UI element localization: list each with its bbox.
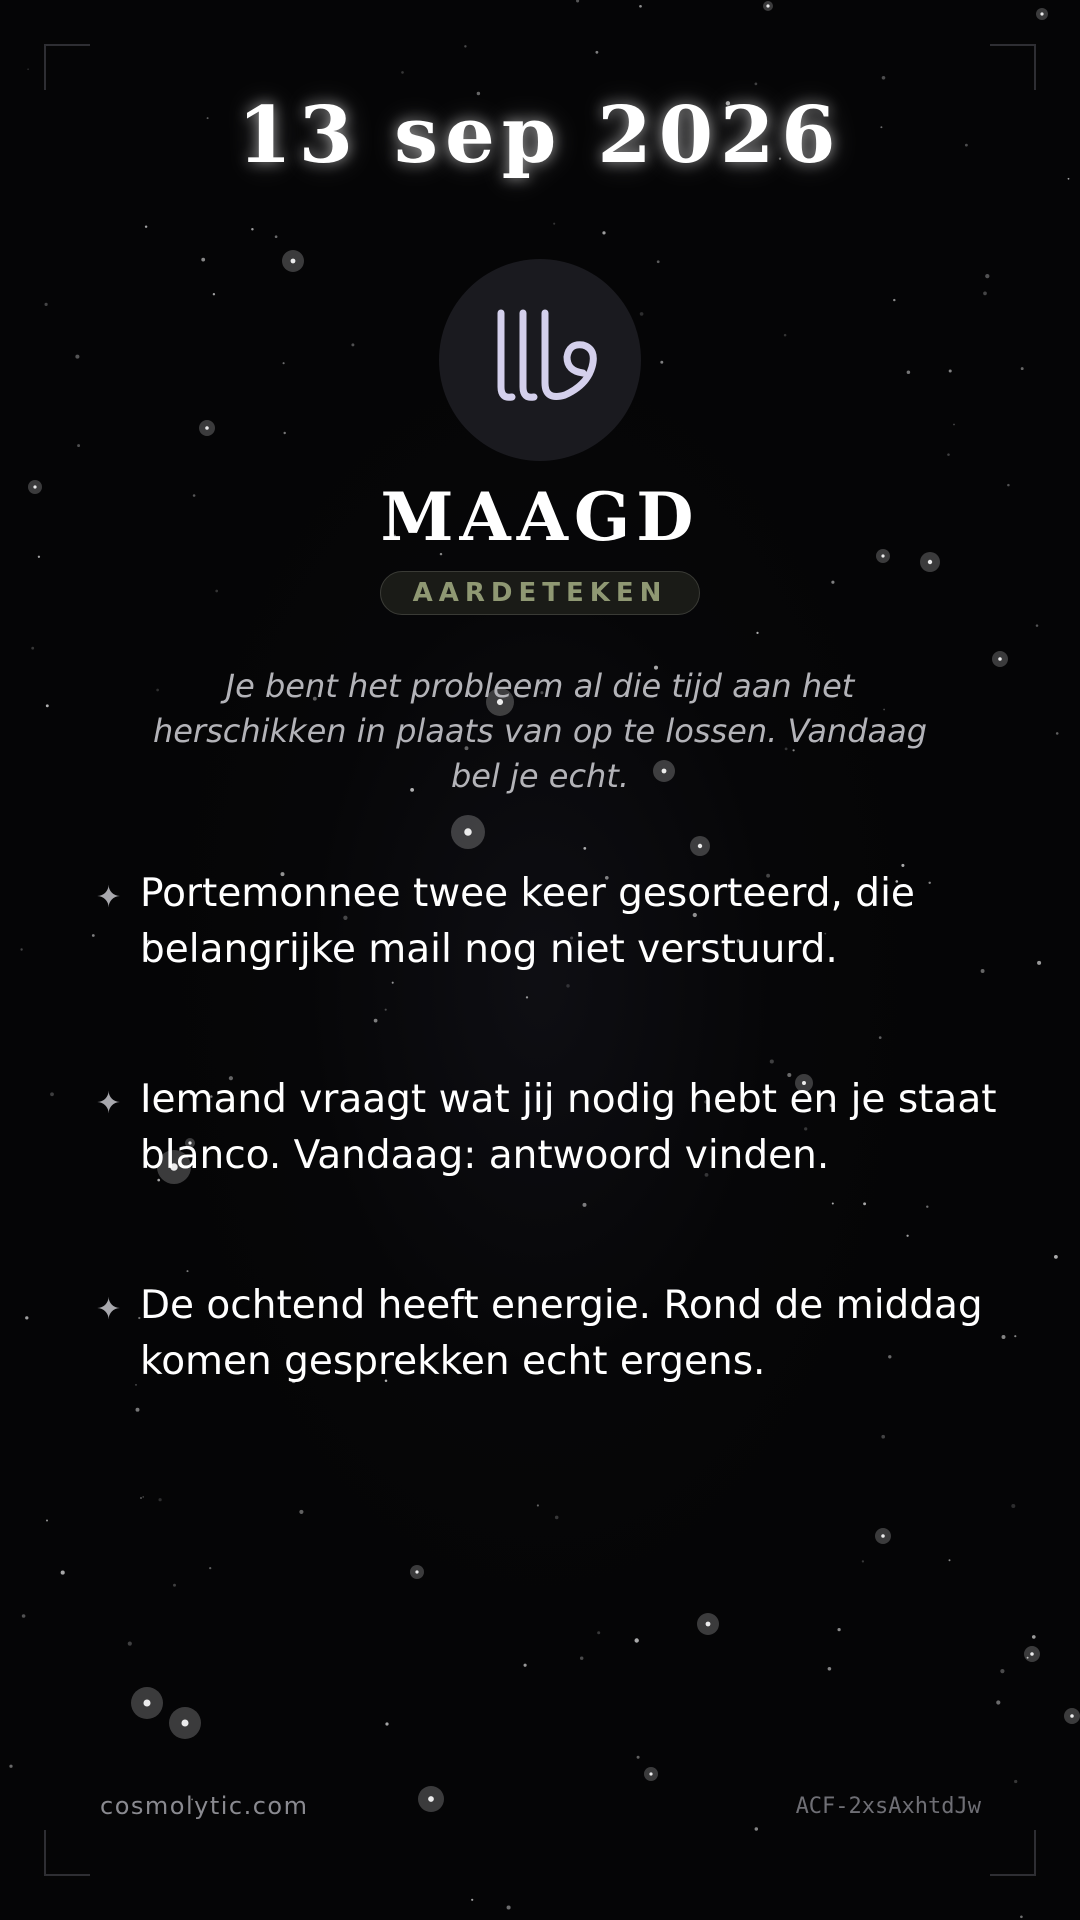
star bbox=[526, 996, 528, 998]
star bbox=[639, 5, 642, 8]
star bbox=[143, 1699, 150, 1706]
star bbox=[251, 228, 253, 230]
star bbox=[947, 453, 950, 456]
star bbox=[1070, 1714, 1074, 1718]
star bbox=[25, 1316, 28, 1319]
star bbox=[766, 4, 769, 7]
star bbox=[1021, 367, 1024, 370]
list-item-text: Iemand vraagt wat jij nodig hebt en je staat blanco. Vandaag: antwoord vinden. bbox=[140, 1077, 997, 1178]
element-badge: AARDETEKEN bbox=[380, 571, 700, 615]
star bbox=[201, 258, 205, 262]
star bbox=[77, 444, 80, 447]
star bbox=[173, 1584, 176, 1587]
star bbox=[882, 76, 886, 80]
star bbox=[215, 590, 218, 593]
star bbox=[983, 292, 987, 296]
star bbox=[50, 1092, 54, 1096]
star bbox=[553, 223, 555, 225]
star bbox=[566, 984, 569, 987]
star bbox=[907, 371, 911, 375]
star bbox=[61, 1571, 65, 1575]
star bbox=[637, 1756, 640, 1759]
star bbox=[1020, 1915, 1023, 1918]
star bbox=[46, 1520, 48, 1522]
star bbox=[928, 560, 932, 564]
star bbox=[158, 1498, 161, 1501]
star bbox=[537, 1504, 539, 1506]
star bbox=[706, 1622, 711, 1627]
star bbox=[401, 71, 404, 74]
sparkle-icon: ✦ bbox=[96, 880, 122, 915]
star bbox=[985, 274, 989, 278]
star bbox=[46, 704, 49, 707]
star bbox=[953, 424, 955, 426]
star bbox=[1036, 624, 1039, 627]
star bbox=[415, 1570, 418, 1573]
footer-site-link[interactable]: cosmolytic.com bbox=[100, 1792, 309, 1820]
star bbox=[75, 355, 79, 359]
star bbox=[657, 260, 660, 263]
star bbox=[45, 303, 48, 306]
star bbox=[283, 432, 285, 434]
star bbox=[209, 1567, 211, 1569]
star bbox=[9, 1765, 12, 1768]
star bbox=[299, 1510, 303, 1514]
date-heading: 13 sep 2026 bbox=[237, 90, 843, 181]
corner-frame-top-left bbox=[44, 44, 90, 90]
star bbox=[949, 369, 952, 372]
star bbox=[145, 225, 147, 227]
list-item-text: De ochtend heeft energie. Rond de middag komen gesprekken echt ergens. bbox=[140, 1283, 983, 1384]
star bbox=[392, 982, 394, 984]
star bbox=[385, 1009, 387, 1011]
star bbox=[186, 1270, 188, 1272]
star bbox=[784, 334, 787, 337]
star bbox=[583, 847, 586, 850]
star bbox=[213, 293, 215, 295]
star bbox=[20, 948, 22, 950]
star bbox=[205, 426, 209, 430]
star bbox=[698, 844, 702, 848]
star bbox=[770, 1059, 774, 1063]
star bbox=[27, 68, 29, 70]
star bbox=[92, 934, 95, 937]
star bbox=[879, 1036, 882, 1039]
star bbox=[863, 1202, 866, 1205]
zodiac-sign-badge bbox=[439, 259, 641, 461]
star bbox=[828, 1667, 832, 1671]
corner-frame-bottom-left bbox=[44, 1830, 90, 1876]
star bbox=[881, 1435, 885, 1439]
star bbox=[583, 1203, 587, 1207]
star bbox=[881, 1534, 885, 1538]
star bbox=[385, 1722, 388, 1725]
star bbox=[1011, 1504, 1015, 1508]
intro-text: Je bent het probleem al die tijd aan het herschikken in plaats van op te lossen. Vandaag bel je echt. bbox=[152, 667, 928, 795]
star bbox=[555, 1516, 559, 1520]
footer-code: ACF-2xsAxhtdJw bbox=[795, 1794, 981, 1819]
star bbox=[580, 1656, 583, 1659]
star bbox=[926, 1206, 928, 1208]
star bbox=[1040, 12, 1043, 15]
star bbox=[755, 1827, 758, 1830]
star bbox=[1037, 961, 1041, 965]
star bbox=[862, 1560, 864, 1562]
star bbox=[283, 362, 285, 364]
star bbox=[374, 1019, 378, 1023]
star bbox=[464, 45, 466, 47]
star bbox=[602, 231, 605, 234]
star bbox=[507, 1905, 511, 1909]
star bbox=[1056, 732, 1059, 735]
star bbox=[756, 632, 758, 634]
star bbox=[906, 1235, 908, 1237]
star bbox=[31, 647, 34, 650]
star bbox=[142, 1496, 144, 1498]
star bbox=[275, 235, 278, 238]
virgo-glyph-icon bbox=[439, 259, 641, 461]
sparkle-icon: ✦ bbox=[96, 1292, 122, 1327]
star bbox=[949, 1559, 951, 1561]
star bbox=[832, 1202, 834, 1204]
star bbox=[22, 1614, 26, 1618]
star bbox=[831, 581, 834, 584]
star bbox=[135, 1384, 137, 1386]
star bbox=[181, 1719, 188, 1726]
star bbox=[1014, 1780, 1017, 1783]
star bbox=[635, 1638, 639, 1642]
star bbox=[471, 1899, 473, 1901]
star bbox=[291, 259, 296, 264]
sign-name: MAAGD bbox=[380, 478, 700, 556]
star bbox=[136, 1408, 140, 1412]
star bbox=[1000, 1669, 1004, 1673]
corner-frame-top-right bbox=[990, 44, 1036, 90]
star bbox=[140, 1497, 142, 1499]
star bbox=[428, 1796, 434, 1802]
star bbox=[1054, 1255, 1058, 1259]
star bbox=[660, 361, 663, 364]
star bbox=[576, 0, 579, 2]
star bbox=[595, 51, 598, 54]
star bbox=[597, 1631, 600, 1634]
star bbox=[837, 1628, 840, 1631]
star bbox=[996, 1700, 1000, 1704]
star bbox=[649, 1772, 652, 1775]
star bbox=[998, 657, 1002, 661]
sparkle-icon: ✦ bbox=[96, 1086, 122, 1121]
star bbox=[1032, 1635, 1036, 1639]
star bbox=[351, 343, 354, 346]
star bbox=[755, 83, 758, 86]
star bbox=[464, 828, 471, 835]
list-item-text: Portemonnee twee keer gesorteerd, die belangrijke mail nog niet verstuurd. bbox=[140, 871, 915, 972]
star bbox=[893, 299, 895, 301]
star bbox=[524, 1664, 527, 1667]
star bbox=[128, 1642, 132, 1646]
star bbox=[1030, 1652, 1034, 1656]
corner-frame-bottom-right bbox=[990, 1830, 1036, 1876]
